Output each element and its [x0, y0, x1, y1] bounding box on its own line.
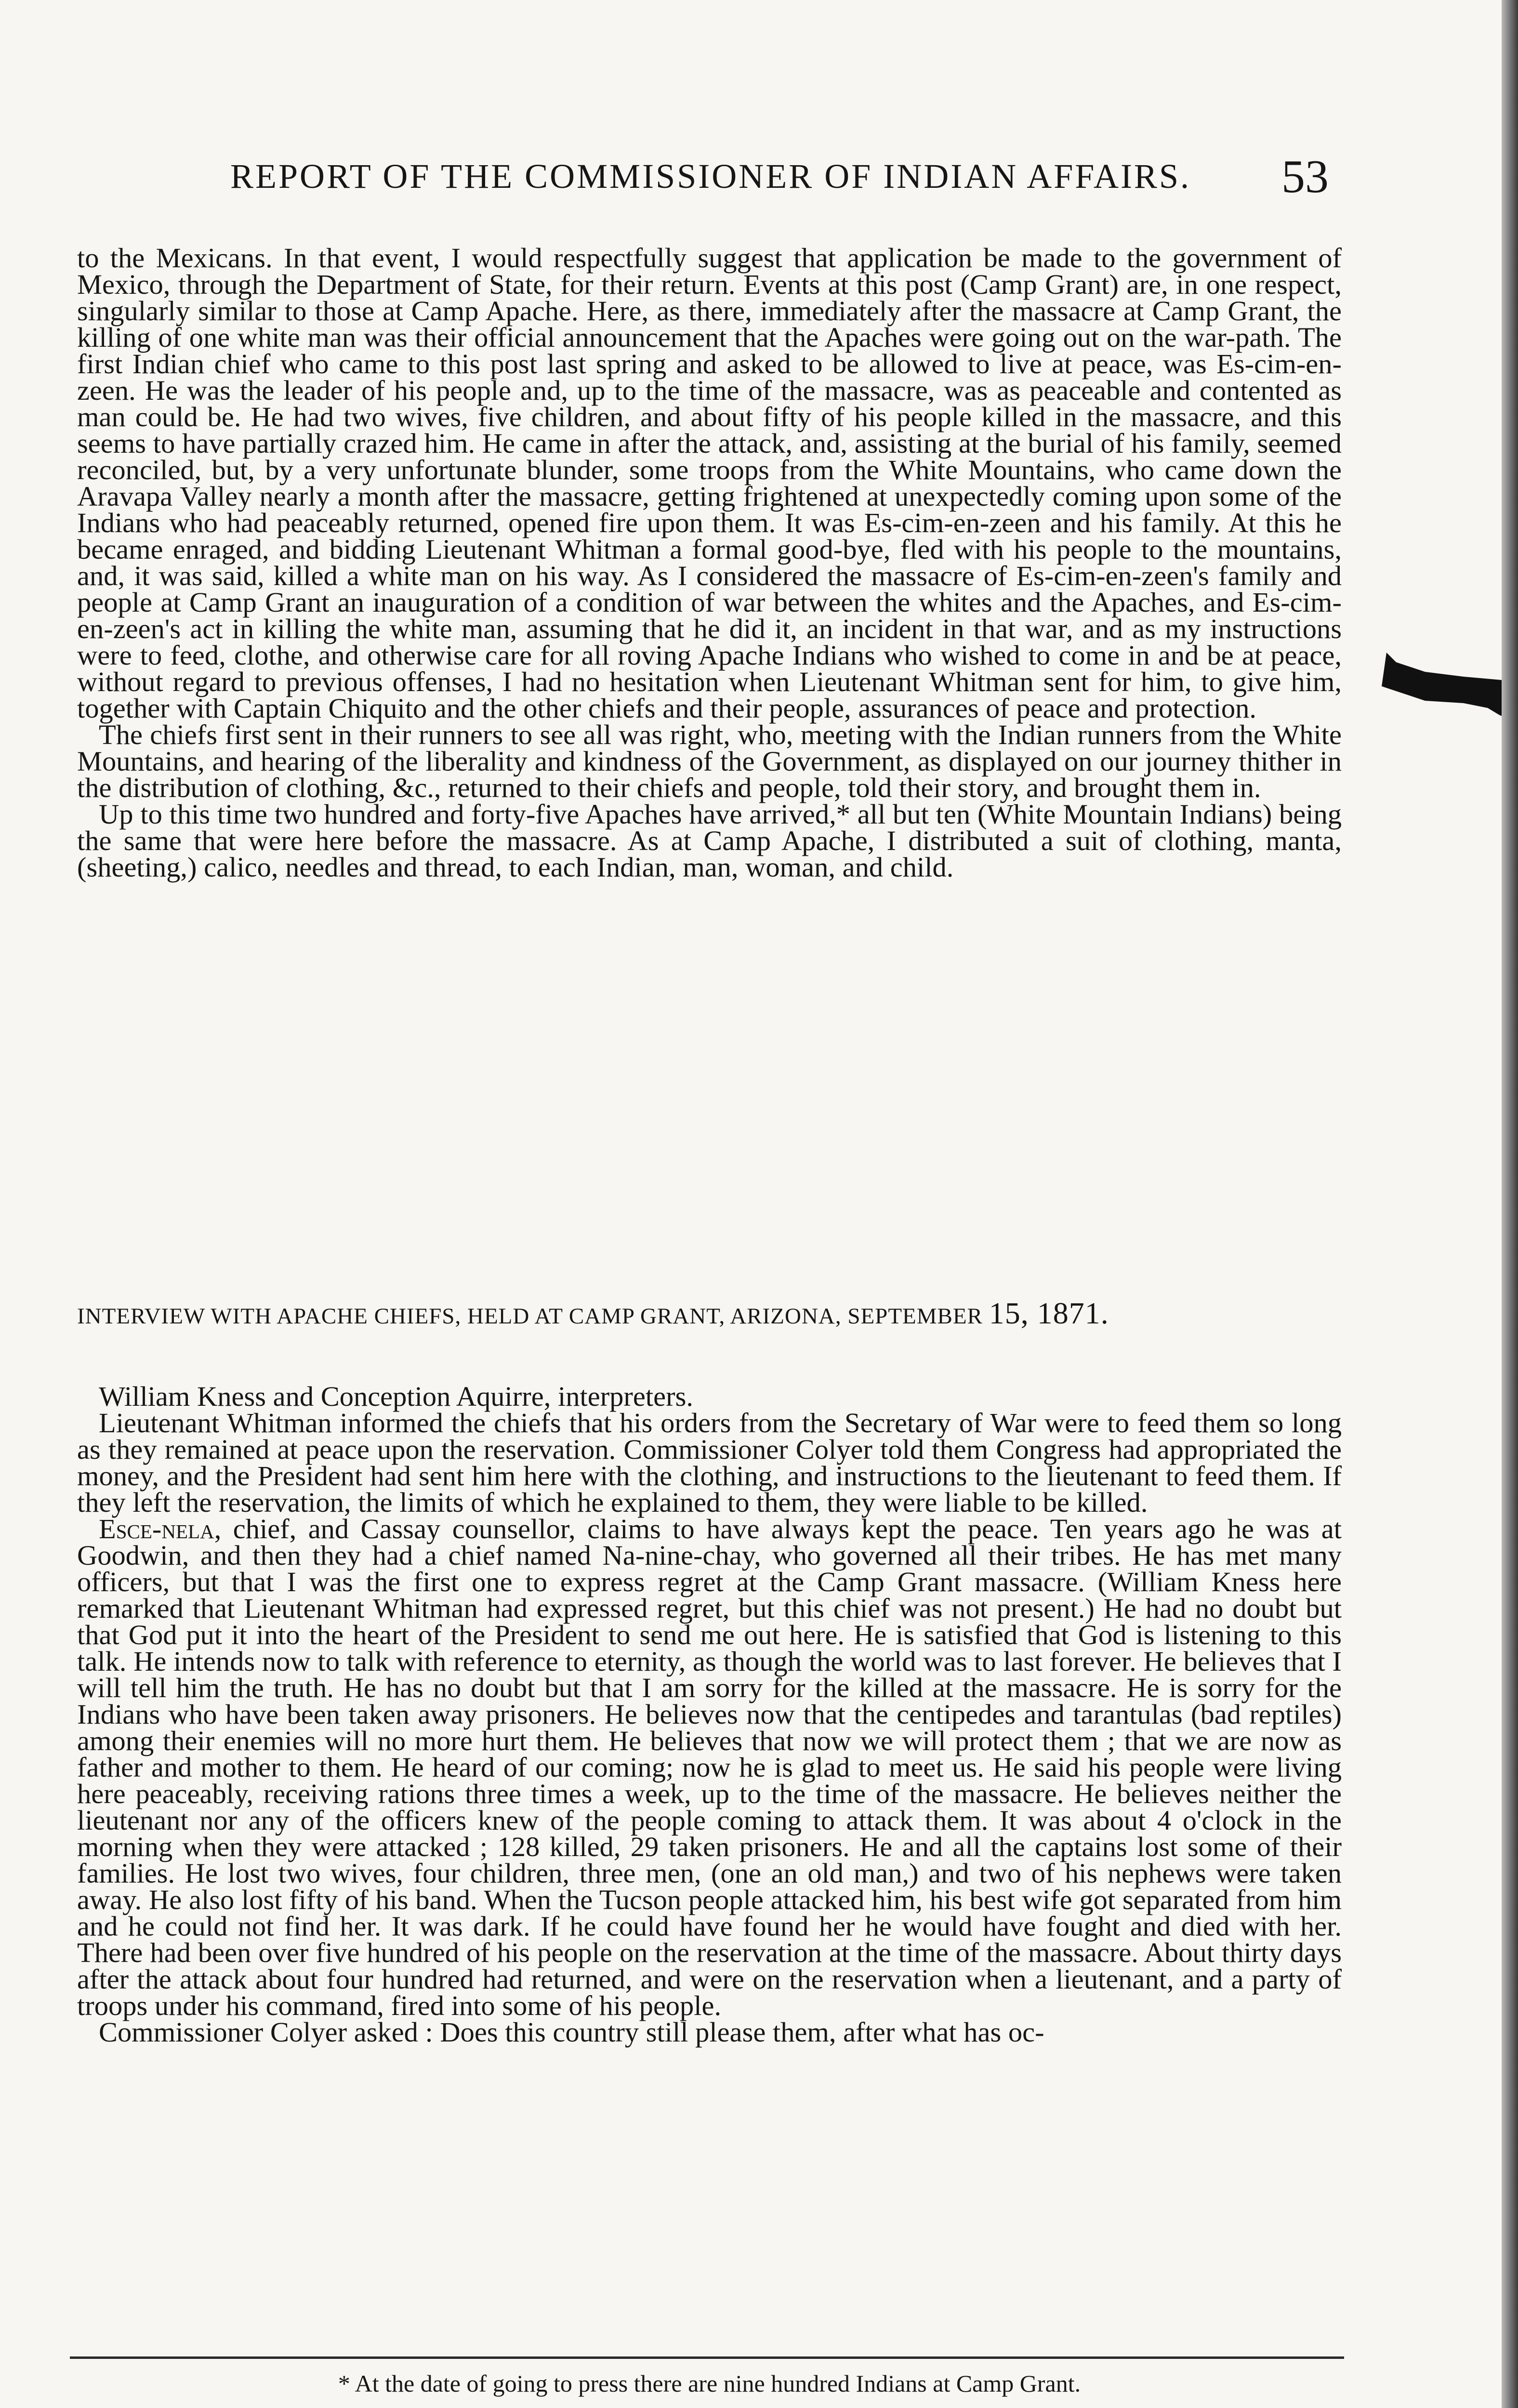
paragraph-arrivals: Up to this time two hundred and forty-five Apaches have arrived,* all but ten (White Mountain Indians) being the same that were here before the massacre. As at Camp Apache, I distributed a suit of clothing, manta, (sheeting,) calico, needles and thread, to each Indian, man, woman, and child. [77, 798, 1342, 883]
body-text-interview [77, 1381, 1342, 2048]
interpreters-line: William Kness and Conception Aquirre, interpreters. [99, 1381, 693, 1412]
paragraph-chief-speech [77, 1513, 1342, 2021]
paragraph-orders: Lieutenant Whitman informed the chiefs that his orders from the Secretary of War were to feed them so long as they remained at peace upon the reservation. Commissioner Colyer told them Congress had appropriated the money, and the President had sent him here with the clothing, and instructions to the lieutenant to feed them. If they left the reservation, the limits of which he explained to them, they were liable to be killed. [77, 1407, 1342, 1518]
paragraph-question: Commissioner Colyer asked : Does this country still please them, after what has oc- [99, 2016, 1044, 2048]
chief-speech-text: chief, and Cassay counsellor, claims to have always kept the peace. Ten years ago he was at Goodwin, and then they had a chief named Na-nine-chay, who governed all their tribes. He has met many officers, but that I was the first one to express regret at the Camp Grant massacre. (William Kness here remarked that Lieutenant Whitman had expressed regret, but this chief was not present.) He had no doubt but that God put it into the heart of the President to send me out here. He is satisfied that God is listening to this talk. He intends now to talk with reference to eternity, as though the world was to last forever. He believes that I will tell him the truth. He has no doubt but that I am sorry for the killed at the massacre. He is sorry for the Indians who have been taken away prisoners. He believes now that the centipedes and tarantulas (bad reptiles) among their enemies will no more hurt them. He believes that now we will protect them ; that we are now as father and mother to them. He heard of our coming; now he is glad to meet us. He said his people were living here peaceably, receiving rations three times a week, up to the time of the massacre. He believes neither the lieutenant nor any of the officers knew of the people coming to attack them. It was about 4 o'clock in the morning when they were attacked ; 128 killed, 29 taken prisoners. He and all the captains lost some of their families. He lost two wives, four children, three men, (one an old man,) and two of his nephews were taken away. He also lost fifty of his band. When the Tucson people attacked him, his best wife got separated from him and he could not find her. It was dark. If he could have found her he would have fought and died with her. There had been over five hundred of his people on the reservation at the time of the massacre. About thirty days after the attack about four hundred had returned, and were on the reservation when a lieutenant, and a party of troops under his command, fired into some of his people. [77, 1513, 1342, 2021]
paragraph-runners: The chiefs first sent in their runners to see all was right, who, meeting with the Indian runners from the White Mountains, and hearing of the liberality and kindness of the Government, as displayed on our journey thither in the distribution of clothing, &c., returned to their chiefs and people, told their story, and brought them in. [77, 719, 1342, 803]
paragraph-continued: to the Mexicans. In that event, I would respectfully suggest that application be made to the government of Mexico, through the Department of State, for their return. Events at this post (Camp Grant) are, in one respect, singularly similar to those at Camp Apache. Here, as there, immediately after the massacre at Camp Grant, the killing of one white man was their official announcement that the Apaches were going out on the war-path. The first Indian chief who came to this post last spring and asked to be allowed to live at peace, was Es-cim-en-zeen. He was the leader of his people and, up to the time of the massacre, was as peaceable and contented as man could be. He had two wives, five children, and about fifty of his people killed in the massacre, and this seems to have partially crazed him. He came in after the attack, and, assisting at the burial of his family, seemed reconciled, but, by a very unfortunate blunder, some troops from the White Mountains, who came down the Aravapa Valley nearly a month after the massacre, getting frightened at unexpectedly coming upon some of the Indians who had peaceably returned, opened fire upon them. It was Es-cim-en-zeen and his family. At this he became enraged, and bidding Lieutenant Whitman a formal good-bye, fled with his people to the mountains, and, it was said, killed a white man on his way. As I considered the massacre of Es-cim-en-zeen's family and people at Camp Grant an inauguration of a condition of war between the whites and the Apaches, and Es-cim-en-zeen's act in killing the white man, assuming that he did it, an incident in that war, and as my instructions were to feed, clothe, and otherwise care for all roving Apache Indians who wished to come in and be at peace, without regard to previous offenses, I had no hesitation when Lieutenant Whitman sent for him, to give him, together with Captain Chiquito and the other chiefs and their people, assurances of peace and protection. [77, 242, 1342, 724]
section-heading [77, 1298, 1342, 1329]
section-heading-date: 15, 1871. [989, 1296, 1109, 1330]
ink-blot-mark [1367, 624, 1518, 730]
chief-name: Esce-nela, [99, 1513, 222, 1544]
running-title: REPORT OF THE COMMISSIONER OF INDIAN AFFAIRS. [230, 157, 1191, 196]
page-number: 53 [1281, 151, 1329, 203]
section-heading-text: INTERVIEW WITH APACHE CHIEFS, HELD AT CAMP GRANT, ARIZONA, SEPTEMBER [77, 1304, 983, 1329]
body-text-top [77, 242, 1342, 883]
footnote-rule [70, 2356, 1344, 2359]
page-edge-shadow [1502, 0, 1518, 2408]
footnote: * At the date of going to press there are nine hundred Indians at Camp Grant. [338, 2370, 1081, 2397]
